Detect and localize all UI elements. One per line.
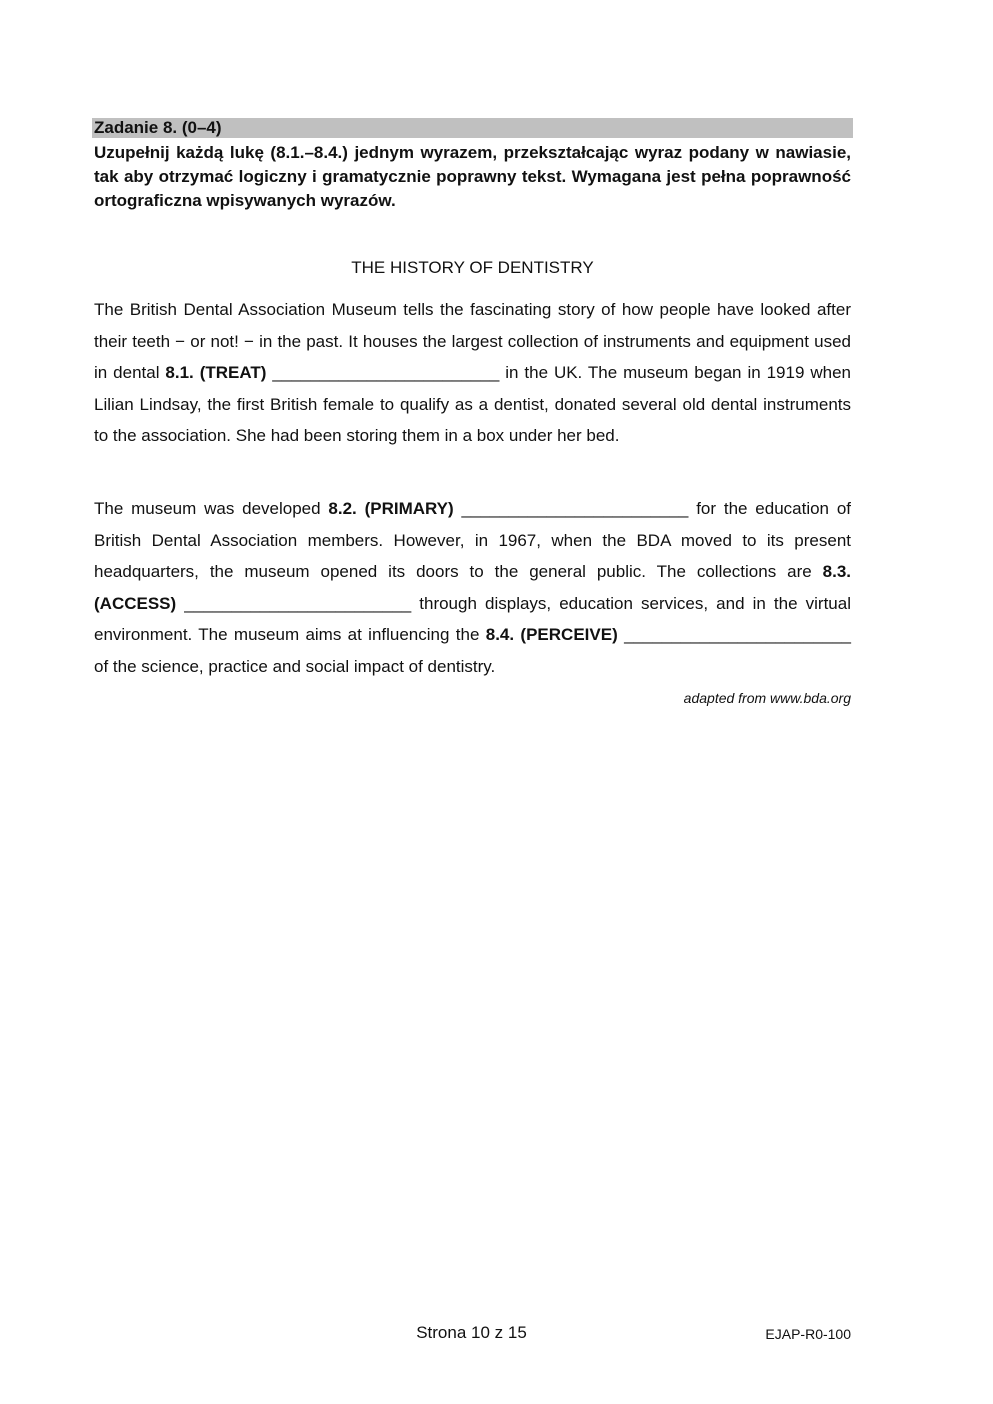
- paragraph-2-text-d: of the science, practice and social impact of dentistry.: [94, 656, 496, 676]
- gap-8-2-blank[interactable]: ________________________: [461, 499, 689, 518]
- paragraph-1-text-b: in the UK. The museum began in 1919 when Lilian Lindsay, the first British female to qualify as a dentist, donated several old dental instruments to the association. She had been storing them in a box under her bed.: [94, 363, 851, 446]
- paragraph-1: [94, 294, 851, 452]
- gap-8-4-label: 8.4. (PERCEIVE): [485, 625, 618, 645]
- paragraph-2-text-a: The museum was developed: [94, 499, 329, 518]
- page-number: Strona 10 z 15: [416, 1323, 527, 1342]
- gap-8-4-blank[interactable]: ________________________: [624, 625, 851, 645]
- text-title: THE HISTORY OF DENTISTRY: [351, 258, 594, 277]
- gap-8-1-blank[interactable]: ________________________: [272, 363, 500, 383]
- paragraph-2-text-c: through displays, education services, and in the virtual environment. The museum aims at influencing the: [94, 593, 851, 645]
- paragraph-1-text-a: The British Dental Association Museum tells the fascinating story of how people have looked after their teeth − or not! − in the past. It houses the largest collection of instruments and equipment used in dental: [94, 300, 851, 383]
- task-instruction: Uzupełnij każdą lukę (8.1.–8.4.) jednym wyrazem, przekształcając wyraz podany w nawiasie, tak aby otrzymać logiczny i gramatycznie poprawny tekst. Wymagana jest pełna poprawność ortograficzna wpisywanych wyrazów.: [94, 143, 851, 210]
- gap-8-2-label: 8.2. (PRIMARY): [328, 499, 454, 518]
- exam-code: EJAP-R0-100: [765, 1326, 851, 1342]
- gap-8-3-blank[interactable]: ________________________: [184, 593, 412, 613]
- paragraph-2-text-b: for the education of British Dental Association members. However, in 1967, when the BDA moved to its present headquarters, the museum opened its doors to the general public. The collections are: [94, 499, 851, 582]
- gap-8-1-label: 8.1. (TREAT): [165, 363, 267, 383]
- source-credit: adapted from www.bda.org: [683, 690, 851, 706]
- gap-8-3-label: 8.3. (ACCESS): [94, 562, 851, 613]
- task-header: Zadanie 8. (0–4): [92, 118, 853, 138]
- paragraph-2: [94, 493, 851, 683]
